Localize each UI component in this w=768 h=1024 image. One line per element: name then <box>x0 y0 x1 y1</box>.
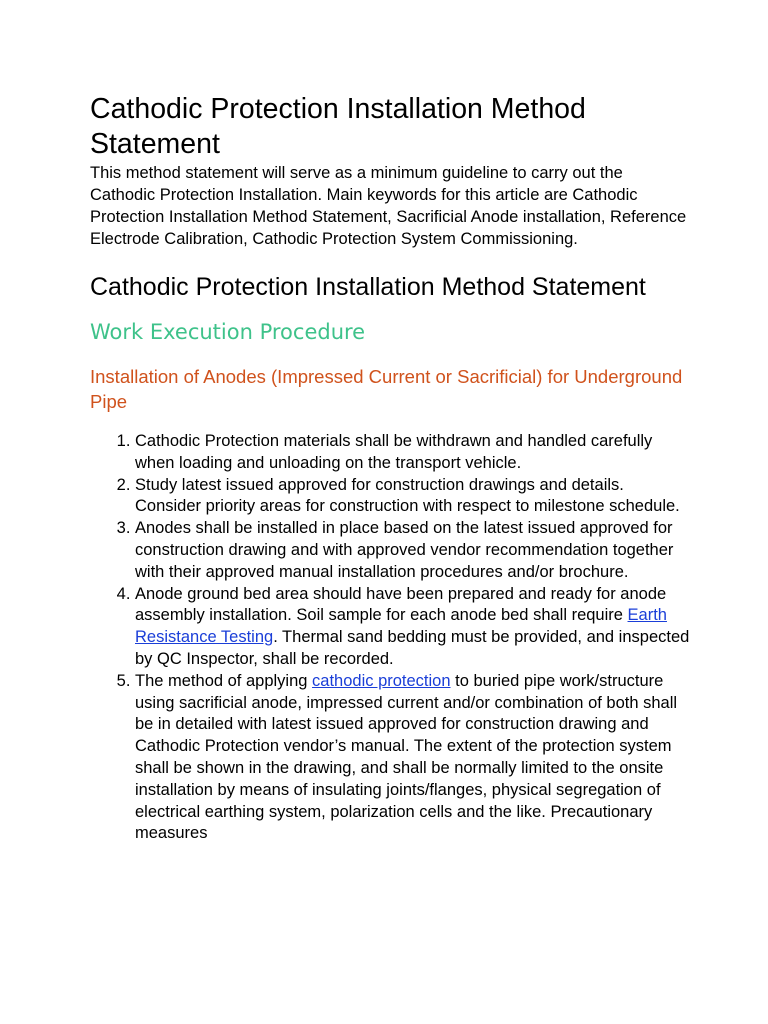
list-item-text-after: to buried pipe work/structure using sacrificial anode, impressed current and/or combination of both shall be in detailed with latest issued approved for construction drawing and Cathodic Protection vendor’s manual. The extent of the protection system shall be shown in the drawing, and shall be normally limited to the onsite installation by means of insulating joints/flanges, physical segregation of electrical earthing system, polarization cells and the like. Precautionary measures <box>135 671 678 843</box>
earth-resistance-testing-link[interactable]: Earth Resistance Testing <box>135 606 667 647</box>
list-item <box>135 584 690 671</box>
section-heading: Cathodic Protection Installation Method Statement <box>90 273 646 301</box>
list-item: 2. Study latest issued approved for construction drawings and details. Consider priority areas for construction with respect to milestone schedule. <box>135 475 690 519</box>
cathodic-protection-link[interactable]: cathodic protection <box>312 671 451 690</box>
subsection-heading: Work Execution Procedure <box>90 320 366 344</box>
procedure-steps-list <box>90 431 690 845</box>
list-item-text-before: The method of applying <box>135 671 313 690</box>
document-page <box>90 92 690 845</box>
procedure-heading: Installation of Anodes (Impressed Current or Sacrificial) for Underground Pipe <box>90 366 683 412</box>
list-item: 3. Anodes shall be installed in place based on the latest issued approved for construction drawing and with approved vendor recommendation together with their approved manual installation procedures and/or brochure. <box>135 518 690 583</box>
list-item-text-after: . Thermal sand bedding must be provided, and inspected by QC Inspector, shall be recorded. <box>135 628 690 668</box>
list-item-text-before: Anode ground bed area should have been prepared and ready for anode assembly installation. Soil sample for each anode bed shall require <box>135 584 667 625</box>
intro-paragraph: This method statement will serve as a minimum guideline to carry out the Cathodic Protection Installation. Main keywords for this article are Cathodic Protection Installation Method Statement, Sacrificial Anode installation, Reference Electrode Calibration, Cathodic Protection System Commissioning. <box>90 164 687 248</box>
document-title: Cathodic Protection Installation Method Statement <box>90 93 586 160</box>
list-item <box>135 671 690 845</box>
list-item: 1. Cathodic Protection materials shall be withdrawn and handled carefully when loading and unloading on the transport vehicle. <box>135 431 690 475</box>
